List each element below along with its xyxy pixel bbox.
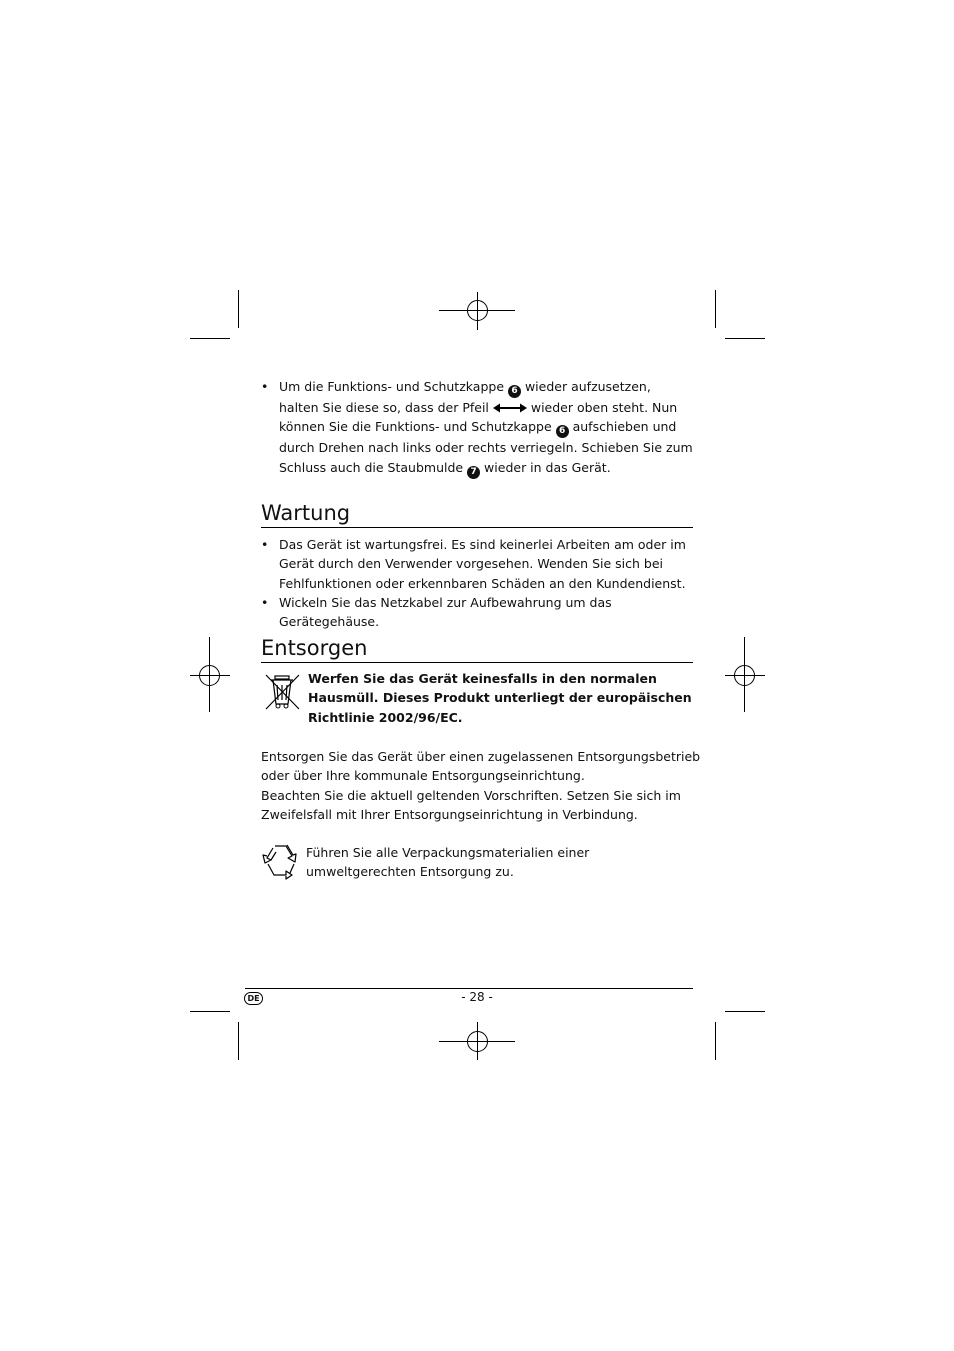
ref-number: 6 <box>556 425 569 438</box>
section-title-entsorgen: Entsorgen <box>261 636 368 660</box>
weee-notice: Werfen Sie das Gerät keinesfalls in den normalen Hausmüll. Dieses Produkt unterliegt der europäischen Richtlinie 2002/96/EC. <box>308 671 692 725</box>
bullet-dot: • <box>261 379 269 394</box>
disposal-paragraph: Entsorgen Sie das Gerät über einen zugelassenen Entsorgungsbetrieb oder über Ihre kommunale Entsorgungseinrichtung. <box>261 749 701 784</box>
section-title-wartung: Wartung <box>261 501 351 525</box>
recycle-note: Führen Sie alle Verpackungsmaterialien einer umweltgerechten Entsorgung zu. <box>306 845 590 880</box>
list-item <box>261 593 693 632</box>
regulations-paragraph: Beachten Sie die aktuell geltenden Vorschriften. Setzen Sie sich im Zweifelsfall mit Ihrer Entsorgungseinrichtung in Verbindung. <box>261 788 681 823</box>
section-divider <box>261 527 693 528</box>
double-arrow-icon <box>493 403 527 413</box>
ref-number: 6 <box>508 385 521 398</box>
recycle-icon <box>262 842 300 880</box>
intro-text: Um die Funktions- und Schutzkappe 6 wieder aufzusetzen, halten Sie diese so, dass der Pfeil wieder oben steht. Nun können Sie die Funktions- und Schutzkappe 6 aufschieben und durch Drehen nach links oder rechts verriegeln. Schieben Sie zum Schluss auch die Staubmulde 7 wieder in das Gerät. <box>279 379 693 477</box>
list-item-text: Das Gerät ist wartungsfrei. Es sind keinerlei Arbeiten am oder im Gerät durch den Verwender vorgesehen. Wenden Sie sich bei Fehlfunktionen oder erkennbaren Schäden an den Kundendienst. <box>279 537 686 591</box>
page-number: - 28 - <box>461 990 493 1004</box>
list-item-text: Wickeln Sie das Netzkabel zur Aufbewahrung um das Gerätegehäuse. <box>279 595 612 630</box>
bullet-dot: • <box>261 537 269 552</box>
intro-bullet <box>261 377 693 479</box>
footer-divider <box>245 988 693 989</box>
language-badge: DE <box>244 992 263 1005</box>
section-divider <box>261 662 693 663</box>
list-item <box>261 535 693 593</box>
bullet-dot: • <box>261 595 269 610</box>
crossed-bin-icon <box>263 672 303 712</box>
ref-number: 7 <box>467 466 480 479</box>
